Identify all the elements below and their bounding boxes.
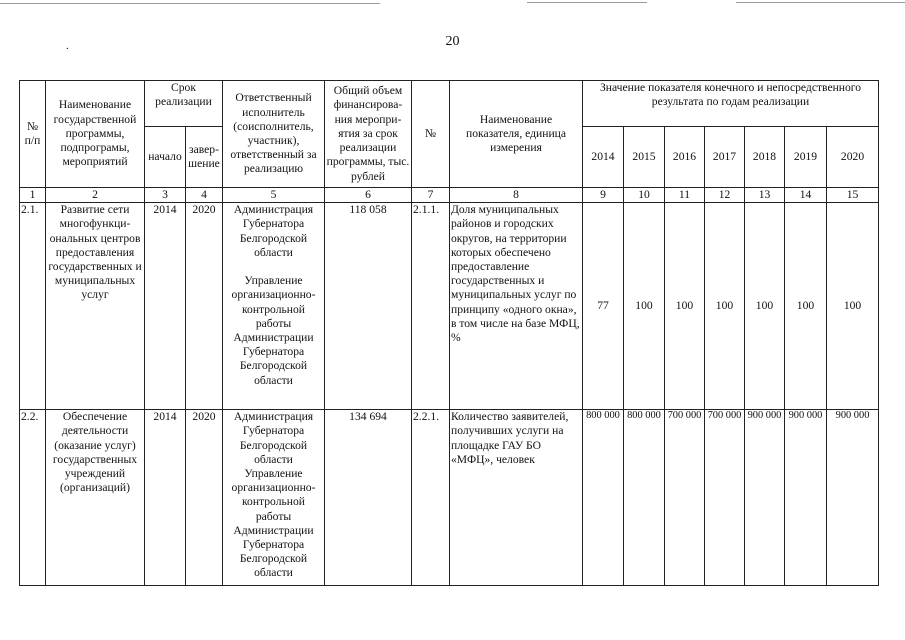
row-value: 900 000 — [745, 410, 785, 586]
row-indicator-num: 2.2.1. — [412, 410, 450, 586]
column-number: 3 — [145, 188, 186, 203]
header-term-start: начало — [145, 127, 186, 188]
header-term-end: завер-шение — [186, 127, 223, 188]
row-indicator-name: Доля муниципальных районов и городских округов, на территории которых обеспечено предоставление государственных и муниципальных услуг по принципу «одного окна», в том числе на базе МФЦ, % — [450, 203, 583, 410]
row-funding: 134 694 — [325, 410, 412, 586]
header-year: 2020 — [827, 127, 879, 188]
row-value: 77 — [583, 203, 624, 410]
column-number: 2 — [46, 188, 145, 203]
row-value: 900 000 — [827, 410, 879, 586]
row-value: 100 — [624, 203, 665, 410]
row-end-year: 2020 — [186, 203, 223, 410]
column-number: 13 — [745, 188, 785, 203]
column-number: 11 — [665, 188, 705, 203]
header-year: 2014 — [583, 127, 624, 188]
column-number: 5 — [223, 188, 325, 203]
row-end-year: 2020 — [186, 410, 223, 586]
row-value: 100 — [827, 203, 879, 410]
header-program-name: Наименование государственной программы, подпрограмы, мероприятий — [46, 81, 145, 188]
row-start-year: 2014 — [145, 410, 186, 586]
header-term: Срок реализации — [145, 81, 223, 127]
header-indicator-num: № — [412, 81, 450, 188]
row-indicator-num: 2.1.1. — [412, 203, 450, 410]
table-row — [20, 410, 879, 586]
scan-edge-line-middle — [527, 2, 647, 3]
row-indicator-name: Количество заявителей, получивших услуги на площадке ГАУ БО «МФЦ», человек — [450, 410, 583, 586]
row-value: 100 — [705, 203, 745, 410]
scan-edge-line-left — [0, 3, 380, 4]
row-value: 100 — [745, 203, 785, 410]
row-executor: Администрация Губернатора Белгородской области Управление организационно-контрольной работы Администрации Губернатора Белгородской области — [223, 203, 325, 410]
header-year: 2016 — [665, 127, 705, 188]
column-number: 15 — [827, 188, 879, 203]
column-number: 14 — [785, 188, 827, 203]
scan-edge-line-right — [736, 2, 905, 3]
column-number: 1 — [20, 188, 46, 203]
column-number: 12 — [705, 188, 745, 203]
header-executor: Ответственный исполнитель (соисполнитель, участник), ответственный за реализацию — [223, 81, 325, 188]
header-year: 2017 — [705, 127, 745, 188]
row-num: 2.1. — [20, 203, 46, 410]
header-year: 2018 — [745, 127, 785, 188]
column-number: 8 — [450, 188, 583, 203]
page-number: 20 — [445, 34, 460, 49]
header-year: 2015 — [624, 127, 665, 188]
row-funding: 118 058 — [325, 203, 412, 410]
column-number: 9 — [583, 188, 624, 203]
header-funding: Общий объем финансирова-ния меропри-ятия за срок реализации программы, тыс. рублей — [325, 81, 412, 188]
scan-speck: . — [66, 40, 69, 52]
row-start-year: 2014 — [145, 203, 186, 410]
row-value: 800 000 — [624, 410, 665, 586]
row-num: 2.2. — [20, 410, 46, 586]
row-value: 100 — [665, 203, 705, 410]
column-number: 4 — [186, 188, 223, 203]
header-values-title: Значение показателя конечного и непосредственного результата по годам реализации — [583, 81, 879, 127]
row-value: 700 000 — [705, 410, 745, 586]
row-value: 700 000 — [665, 410, 705, 586]
row-value: 900 000 — [785, 410, 827, 586]
column-number: 7 — [412, 188, 450, 203]
column-number: 6 — [325, 188, 412, 203]
row-program-name: Обеспечение деятельности (оказание услуг) государственных учреждений (организаций) — [46, 410, 145, 586]
program-table — [19, 80, 879, 586]
row-executor: Администрация Губернатора Белгородской области Управление организационно-контрольной работы Администрации Губернатора Белгородской области — [223, 410, 325, 586]
row-program-name: Развитие сети многофункци-ональных центров предоставления государственных и муниципальных услуг — [46, 203, 145, 410]
header-indicator-name: Наименование показателя, единица измерения — [450, 81, 583, 188]
header-num: № п/п — [20, 81, 46, 188]
header-year: 2019 — [785, 127, 827, 188]
table-row — [20, 203, 879, 410]
column-number: 10 — [624, 188, 665, 203]
row-value: 800 000 — [583, 410, 624, 586]
row-value: 100 — [785, 203, 827, 410]
